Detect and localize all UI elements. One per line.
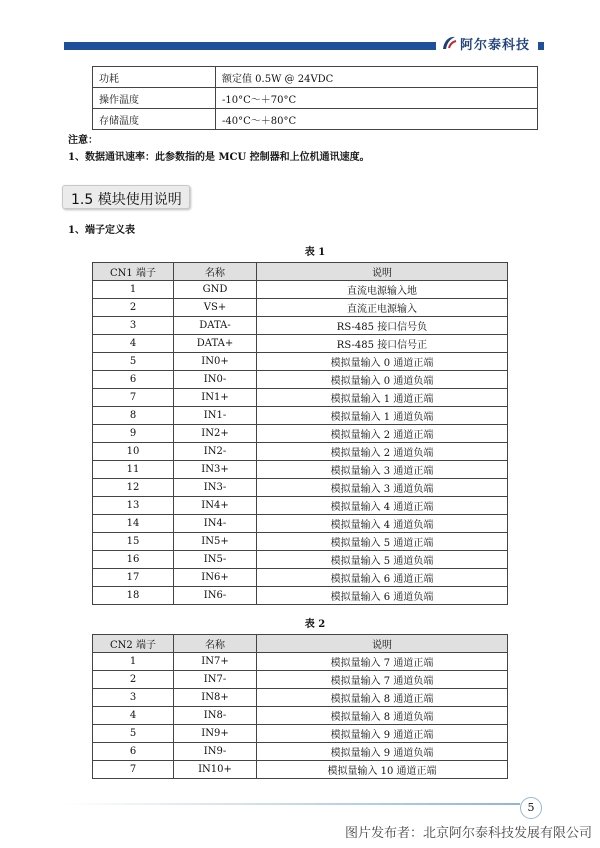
table-cell: 14 xyxy=(93,515,174,533)
table-cell: 11 xyxy=(93,461,174,479)
spec-value: -10°C～＋70°C xyxy=(216,88,538,109)
table-cell: IN1- xyxy=(174,407,257,425)
table-cell: 2 xyxy=(93,671,174,689)
table-cell: 模拟量输入 3 通道负端 xyxy=(257,479,508,497)
table-cell: 模拟量输入 9 通道正端 xyxy=(257,725,508,743)
table-cell: 模拟量输入 1 通道负端 xyxy=(257,407,508,425)
spec-value: 额定值 0.5W @ 24VDC xyxy=(216,67,538,88)
table1-caption: 表 1 xyxy=(304,247,326,258)
note-title: 注意： xyxy=(68,135,98,146)
table-row xyxy=(93,443,508,461)
table-cell: DATA+ xyxy=(174,335,257,353)
table-row xyxy=(93,461,508,479)
table-cell: IN9- xyxy=(174,743,257,761)
table-cell: IN8+ xyxy=(174,689,257,707)
table-cell: RS-485 接口信号正 xyxy=(257,335,508,353)
column-header: CN2 端子 xyxy=(93,635,174,653)
table-cell: 3 xyxy=(93,317,174,335)
table-cell: 模拟量输入 7 通道正端 xyxy=(257,653,508,671)
table-cell: 模拟量输入 10 通道正端 xyxy=(257,761,508,779)
table-cell: 17 xyxy=(93,569,174,587)
table-row xyxy=(93,569,508,587)
section-title: 1.5 模块使用说明 xyxy=(71,192,182,208)
spec-row xyxy=(93,109,538,130)
table-row xyxy=(93,371,508,389)
company-logo xyxy=(440,33,536,53)
table-cell: IN3+ xyxy=(174,461,257,479)
page-number: 5 xyxy=(520,797,542,819)
spec-row xyxy=(93,67,538,88)
table-cell: IN6- xyxy=(174,587,257,605)
table-cell: IN7+ xyxy=(174,653,257,671)
table-row xyxy=(93,497,508,515)
table-cell: 6 xyxy=(93,743,174,761)
table-row xyxy=(93,551,508,569)
table-cell: 10 xyxy=(93,443,174,461)
section-heading xyxy=(62,185,190,209)
table-cell: 模拟量输入 6 通道负端 xyxy=(257,587,508,605)
table-row xyxy=(93,479,508,497)
column-header: 说明 xyxy=(257,263,508,281)
table-cell: 模拟量输入 0 通道负端 xyxy=(257,371,508,389)
table-cell: IN6+ xyxy=(174,569,257,587)
logo-text: 阿尔泰科技 xyxy=(460,37,531,53)
footer-line xyxy=(64,803,520,805)
table-row xyxy=(93,707,508,725)
table-row xyxy=(93,587,508,605)
header-tick xyxy=(538,42,544,50)
table-cell: 模拟量输入 0 通道正端 xyxy=(257,353,508,371)
table-row xyxy=(93,335,508,353)
table-cell: IN3- xyxy=(174,479,257,497)
terminal-table-2 xyxy=(92,634,508,779)
spec-table xyxy=(92,66,538,130)
column-header: 名称 xyxy=(174,263,257,281)
table-cell: IN0+ xyxy=(174,353,257,371)
table-cell: 3 xyxy=(93,689,174,707)
table-row xyxy=(93,299,508,317)
table-cell: 2 xyxy=(93,299,174,317)
table-cell: 15 xyxy=(93,533,174,551)
table-row xyxy=(93,689,508,707)
table-row xyxy=(93,389,508,407)
table-cell: 模拟量输入 1 通道正端 xyxy=(257,389,508,407)
table-cell: IN9+ xyxy=(174,725,257,743)
table-row xyxy=(93,653,508,671)
table-cell: 5 xyxy=(93,353,174,371)
table-cell: 模拟量输入 4 通道负端 xyxy=(257,515,508,533)
table-cell: 4 xyxy=(93,335,174,353)
table-cell: 1 xyxy=(93,653,174,671)
table-cell: 模拟量输入 5 通道正端 xyxy=(257,533,508,551)
table-cell: IN4- xyxy=(174,515,257,533)
table-row xyxy=(93,671,508,689)
table-row xyxy=(93,317,508,335)
table-cell: 5 xyxy=(93,725,174,743)
table-cell: GND xyxy=(174,281,257,299)
table-cell: 13 xyxy=(93,497,174,515)
table-cell: 12 xyxy=(93,479,174,497)
table-cell: IN4+ xyxy=(174,497,257,515)
table-cell: 模拟量输入 6 通道正端 xyxy=(257,569,508,587)
table-cell: IN2+ xyxy=(174,425,257,443)
table-row xyxy=(93,425,508,443)
table-row xyxy=(93,725,508,743)
table-cell: IN10+ xyxy=(174,761,257,779)
logo-swirl-icon xyxy=(440,34,458,52)
table-cell: 模拟量输入 4 通道正端 xyxy=(257,497,508,515)
column-header: CN1 端子 xyxy=(93,263,174,281)
table-row xyxy=(93,761,508,779)
spec-row xyxy=(93,88,538,109)
table-cell: 4 xyxy=(93,707,174,725)
subheading: 1、端子定义表 xyxy=(68,225,135,236)
table-cell: 模拟量输入 2 通道正端 xyxy=(257,425,508,443)
table-cell: DATA- xyxy=(174,317,257,335)
table-cell: 7 xyxy=(93,761,174,779)
table-row xyxy=(93,407,508,425)
table-cell: 16 xyxy=(93,551,174,569)
table-cell: 模拟量输入 2 通道负端 xyxy=(257,443,508,461)
table-cell: 9 xyxy=(93,425,174,443)
table-cell: IN0- xyxy=(174,371,257,389)
table-cell: 直流电源输入地 xyxy=(257,281,508,299)
table-cell: IN1+ xyxy=(174,389,257,407)
table-cell: IN2- xyxy=(174,443,257,461)
spec-key: 存储温度 xyxy=(93,109,216,130)
table-cell: 18 xyxy=(93,587,174,605)
spec-key: 操作温度 xyxy=(93,88,216,109)
table-cell: IN8- xyxy=(174,707,257,725)
spec-value: -40°C～＋80°C xyxy=(216,109,538,130)
header-bar xyxy=(64,42,436,50)
column-header: 说明 xyxy=(257,635,508,653)
table-cell: 模拟量输入 3 通道正端 xyxy=(257,461,508,479)
table-row xyxy=(93,281,508,299)
table-cell: 模拟量输入 8 通道正端 xyxy=(257,689,508,707)
table-cell: RS-485 接口信号负 xyxy=(257,317,508,335)
terminal-table-1 xyxy=(92,262,508,605)
table-row xyxy=(93,353,508,371)
table-row xyxy=(93,533,508,551)
table-row xyxy=(93,743,508,761)
table-cell: VS+ xyxy=(174,299,257,317)
spec-key: 功耗 xyxy=(93,67,216,88)
table-cell: 7 xyxy=(93,389,174,407)
table-cell: 8 xyxy=(93,407,174,425)
table-cell: 模拟量输入 7 通道负端 xyxy=(257,671,508,689)
table-cell: 6 xyxy=(93,371,174,389)
table-cell: 1 xyxy=(93,281,174,299)
table-cell: 直流正电源输入 xyxy=(257,299,508,317)
table-cell: IN7- xyxy=(174,671,257,689)
publisher-credit: 图片发布者：北京阿尔泰科技发展有限公司 xyxy=(344,826,592,841)
table-cell: 模拟量输入 9 通道负端 xyxy=(257,743,508,761)
column-header: 名称 xyxy=(174,635,257,653)
table-cell: 模拟量输入 5 通道负端 xyxy=(257,551,508,569)
note-line: 1、数据通讯速率：此参数指的是 MCU 控制器和上位机通讯速度。 xyxy=(68,152,370,163)
table-cell: IN5- xyxy=(174,551,257,569)
table-cell: 模拟量输入 8 通道负端 xyxy=(257,707,508,725)
table2-caption: 表 2 xyxy=(304,619,326,630)
table-row xyxy=(93,515,508,533)
table-cell: IN5+ xyxy=(174,533,257,551)
